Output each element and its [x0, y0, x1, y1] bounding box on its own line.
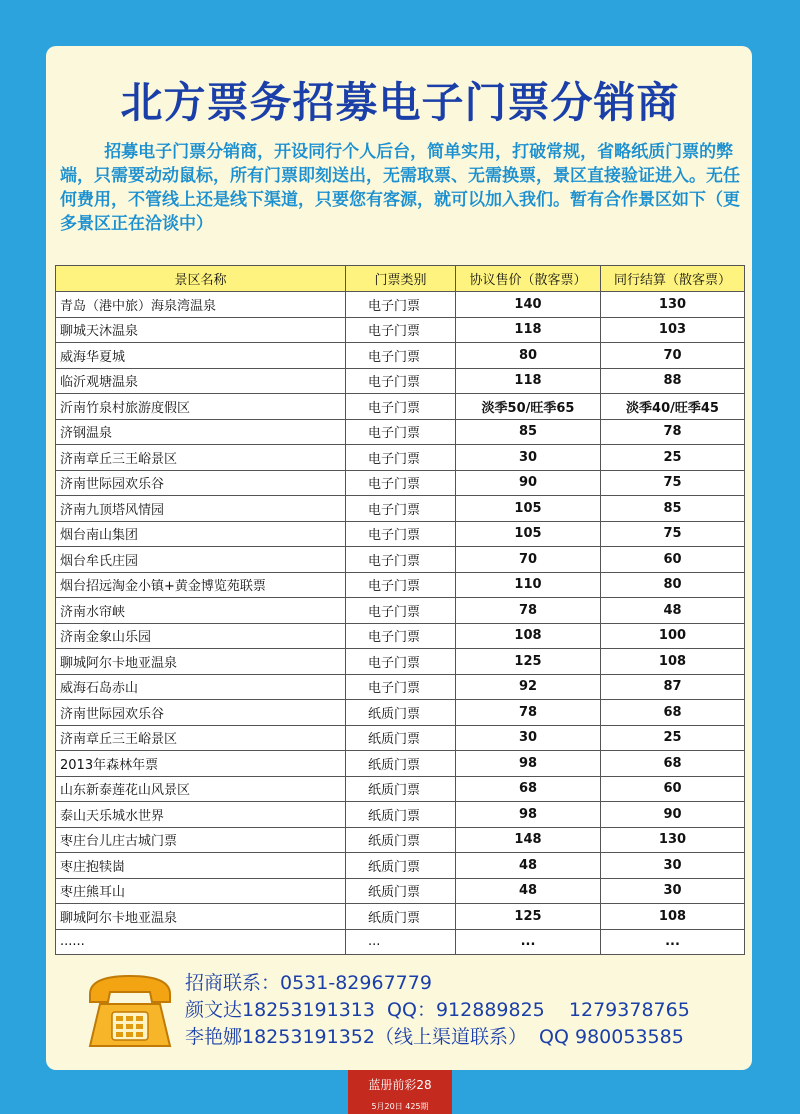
- cell-peer-settlement: 60: [601, 547, 745, 573]
- ticket-table: [55, 265, 745, 955]
- table-row: [56, 776, 745, 802]
- cell-peer-settlement: 70: [601, 343, 745, 369]
- cell-scenic-name: 枣庄抱犊崮: [56, 853, 346, 879]
- cell-agreed-price: 48: [456, 853, 601, 879]
- cell-ticket-type: 纸质门票: [346, 904, 456, 930]
- table-header-row: [56, 266, 745, 292]
- table-row: [56, 649, 745, 675]
- cell-agreed-price: 118: [456, 317, 601, 343]
- cell-agreed-price: 125: [456, 649, 601, 675]
- table-row: [56, 878, 745, 904]
- cell-ticket-type: 电子门票: [346, 292, 456, 318]
- cell-agreed-price: 80: [456, 343, 601, 369]
- cell-agreed-price: 105: [456, 496, 601, 522]
- cell-peer-settlement: 87: [601, 674, 745, 700]
- cell-agreed-price: 105: [456, 521, 601, 547]
- table-row: [56, 394, 745, 420]
- cell-peer-settlement: 85: [601, 496, 745, 522]
- cell-peer-settlement: 130: [601, 827, 745, 853]
- footer-page-label: 蓝册前彩28: [368, 1078, 432, 1092]
- cell-peer-settlement: 130: [601, 292, 745, 318]
- table-row: [56, 292, 745, 318]
- table-row: [56, 521, 745, 547]
- cell-scenic-name: 聊城阿尔卡地亚温泉: [56, 649, 346, 675]
- cell-peer-settlement: ...: [601, 929, 745, 955]
- table-row: [56, 547, 745, 573]
- table-row: [56, 317, 745, 343]
- cell-agreed-price: 110: [456, 572, 601, 598]
- cell-agreed-price: 98: [456, 751, 601, 777]
- table-row: [56, 598, 745, 624]
- cell-peer-settlement: 淡季40/旺季45: [601, 394, 745, 420]
- header-peer-settlement: 同行结算（散客票）: [601, 266, 745, 292]
- page-title: 北方票务招募电子门票分销商: [120, 78, 680, 127]
- table-row: [56, 623, 745, 649]
- contact-hotline: 招商联系：0531-82967779: [185, 972, 432, 994]
- cell-peer-settlement: 100: [601, 623, 745, 649]
- contact-info: [185, 970, 755, 1051]
- cell-ticket-type: 纸质门票: [346, 878, 456, 904]
- cell-scenic-name: 济南章丘三王峪景区: [56, 725, 346, 751]
- cell-scenic-name: 济钢温泉: [56, 419, 346, 445]
- cell-agreed-price: 78: [456, 700, 601, 726]
- cell-agreed-price: 108: [456, 623, 601, 649]
- cell-scenic-name: 枣庄熊耳山: [56, 878, 346, 904]
- cell-ticket-type: 电子门票: [346, 394, 456, 420]
- page-footer-badge: [348, 1070, 452, 1114]
- cell-agreed-price: 148: [456, 827, 601, 853]
- cell-agreed-price: 30: [456, 445, 601, 471]
- cell-ticket-type: 电子门票: [346, 572, 456, 598]
- cell-ticket-type: 电子门票: [346, 649, 456, 675]
- cell-ticket-type: 电子门票: [346, 547, 456, 573]
- table-row: [56, 343, 745, 369]
- cell-ticket-type: 电子门票: [346, 674, 456, 700]
- cell-scenic-name: 青岛（港中旅）海泉湾温泉: [56, 292, 346, 318]
- telephone-icon: [82, 968, 178, 1056]
- cell-peer-settlement: 103: [601, 317, 745, 343]
- cell-ticket-type: 纸质门票: [346, 725, 456, 751]
- cell-scenic-name: 济南金象山乐园: [56, 623, 346, 649]
- cell-agreed-price: 140: [456, 292, 601, 318]
- cell-ticket-type: 电子门票: [346, 496, 456, 522]
- table-row: [56, 368, 745, 394]
- cell-scenic-name: 济南九顶塔风情园: [56, 496, 346, 522]
- cell-peer-settlement: 68: [601, 751, 745, 777]
- cell-ticket-type: 纸质门票: [346, 802, 456, 828]
- intro-paragraph: 招募电子门票分销商，开设同行个人后台，简单实用，打破常规，省略纸质门票的弊端，只需要动动鼠标，所有门票即刻送出，无需取票、无需换票，景区直接验证进入。无任何费用，不管线上还是线下渠道，只要您有客源，就可以加入我们。暂有合作景区如下（更多景区正在洽谈中）: [60, 142, 740, 234]
- cell-agreed-price: 85: [456, 419, 601, 445]
- cell-scenic-name: 临沂观塘温泉: [56, 368, 346, 394]
- cell-peer-settlement: 60: [601, 776, 745, 802]
- cell-agreed-price: 98: [456, 802, 601, 828]
- header-ticket-type: 门票类别: [346, 266, 456, 292]
- cell-peer-settlement: 88: [601, 368, 745, 394]
- footer-issue-date: 5月20日 425期: [371, 1102, 429, 1111]
- table-row: [56, 725, 745, 751]
- table-row: [56, 853, 745, 879]
- cell-ticket-type: 电子门票: [346, 598, 456, 624]
- cell-peer-settlement: 108: [601, 904, 745, 930]
- cell-scenic-name: 济南世际园欢乐谷: [56, 700, 346, 726]
- cell-scenic-name: 济南水帘峡: [56, 598, 346, 624]
- table-row: [56, 751, 745, 777]
- contact-person-2: 李艳娜18253191352（线上渠道联系） QQ 980053585: [185, 1026, 684, 1048]
- cell-scenic-name: 济南世际园欢乐谷: [56, 470, 346, 496]
- table-row: [56, 929, 745, 955]
- cell-scenic-name: 威海华夏城: [56, 343, 346, 369]
- cell-peer-settlement: 30: [601, 853, 745, 879]
- cell-ticket-type: 电子门票: [346, 623, 456, 649]
- table-row: [56, 445, 745, 471]
- cell-ticket-type: 电子门票: [346, 343, 456, 369]
- table-row: [56, 419, 745, 445]
- table-row: [56, 802, 745, 828]
- cell-agreed-price: ...: [456, 929, 601, 955]
- cell-scenic-name: 烟台牟氏庄园: [56, 547, 346, 573]
- header-scenic-name: 景区名称: [56, 266, 346, 292]
- cell-scenic-name: 烟台招远淘金小镇+黄金博览苑联票: [56, 572, 346, 598]
- table-row: [56, 572, 745, 598]
- header-agreed-price: 协议售价（散客票）: [456, 266, 601, 292]
- cell-agreed-price: 68: [456, 776, 601, 802]
- cell-ticket-type: 电子门票: [346, 521, 456, 547]
- cell-peer-settlement: 25: [601, 445, 745, 471]
- cell-scenic-name: 威海石岛赤山: [56, 674, 346, 700]
- cell-peer-settlement: 78: [601, 419, 745, 445]
- cell-peer-settlement: 30: [601, 878, 745, 904]
- table-row: [56, 700, 745, 726]
- cell-scenic-name: 聊城天沐温泉: [56, 317, 346, 343]
- cell-ticket-type: 纸质门票: [346, 700, 456, 726]
- table-row: [56, 904, 745, 930]
- cell-scenic-name: 山东新泰莲花山风景区: [56, 776, 346, 802]
- cell-peer-settlement: 90: [601, 802, 745, 828]
- cell-scenic-name: 2013年森林年票: [56, 751, 346, 777]
- cell-peer-settlement: 75: [601, 521, 745, 547]
- cell-peer-settlement: 108: [601, 649, 745, 675]
- ticket-table-body: [56, 292, 745, 955]
- cell-ticket-type: ...: [346, 929, 456, 955]
- cell-ticket-type: 电子门票: [346, 445, 456, 471]
- table-row: [56, 674, 745, 700]
- cell-ticket-type: 电子门票: [346, 470, 456, 496]
- cell-agreed-price: 125: [456, 904, 601, 930]
- cell-agreed-price: 118: [456, 368, 601, 394]
- cell-scenic-name: 聊城阿尔卡地亚温泉: [56, 904, 346, 930]
- cell-ticket-type: 电子门票: [346, 368, 456, 394]
- cell-agreed-price: 48: [456, 878, 601, 904]
- cell-peer-settlement: 75: [601, 470, 745, 496]
- cell-agreed-price: 30: [456, 725, 601, 751]
- table-row: [56, 827, 745, 853]
- cell-peer-settlement: 68: [601, 700, 745, 726]
- cell-scenic-name: 烟台南山集团: [56, 521, 346, 547]
- cell-scenic-name: 枣庄台儿庄古城门票: [56, 827, 346, 853]
- cell-agreed-price: 70: [456, 547, 601, 573]
- contact-person-1: 颜文达18253191313 QQ：912889825 1279378765: [185, 999, 690, 1021]
- cell-ticket-type: 纸质门票: [346, 827, 456, 853]
- cell-scenic-name: 济南章丘三王峪景区: [56, 445, 346, 471]
- cell-ticket-type: 纸质门票: [346, 776, 456, 802]
- cell-scenic-name: ......: [56, 929, 346, 955]
- cell-peer-settlement: 80: [601, 572, 745, 598]
- table-row: [56, 496, 745, 522]
- cell-ticket-type: 纸质门票: [346, 853, 456, 879]
- cell-peer-settlement: 48: [601, 598, 745, 624]
- cell-agreed-price: 淡季50/旺季65: [456, 394, 601, 420]
- cell-agreed-price: 78: [456, 598, 601, 624]
- cell-ticket-type: 纸质门票: [346, 751, 456, 777]
- cell-scenic-name: 泰山天乐城水世界: [56, 802, 346, 828]
- cell-ticket-type: 电子门票: [346, 419, 456, 445]
- cell-peer-settlement: 25: [601, 725, 745, 751]
- cell-scenic-name: 沂南竹泉村旅游度假区: [56, 394, 346, 420]
- table-row: [56, 470, 745, 496]
- cell-agreed-price: 92: [456, 674, 601, 700]
- cell-ticket-type: 电子门票: [346, 317, 456, 343]
- cell-agreed-price: 90: [456, 470, 601, 496]
